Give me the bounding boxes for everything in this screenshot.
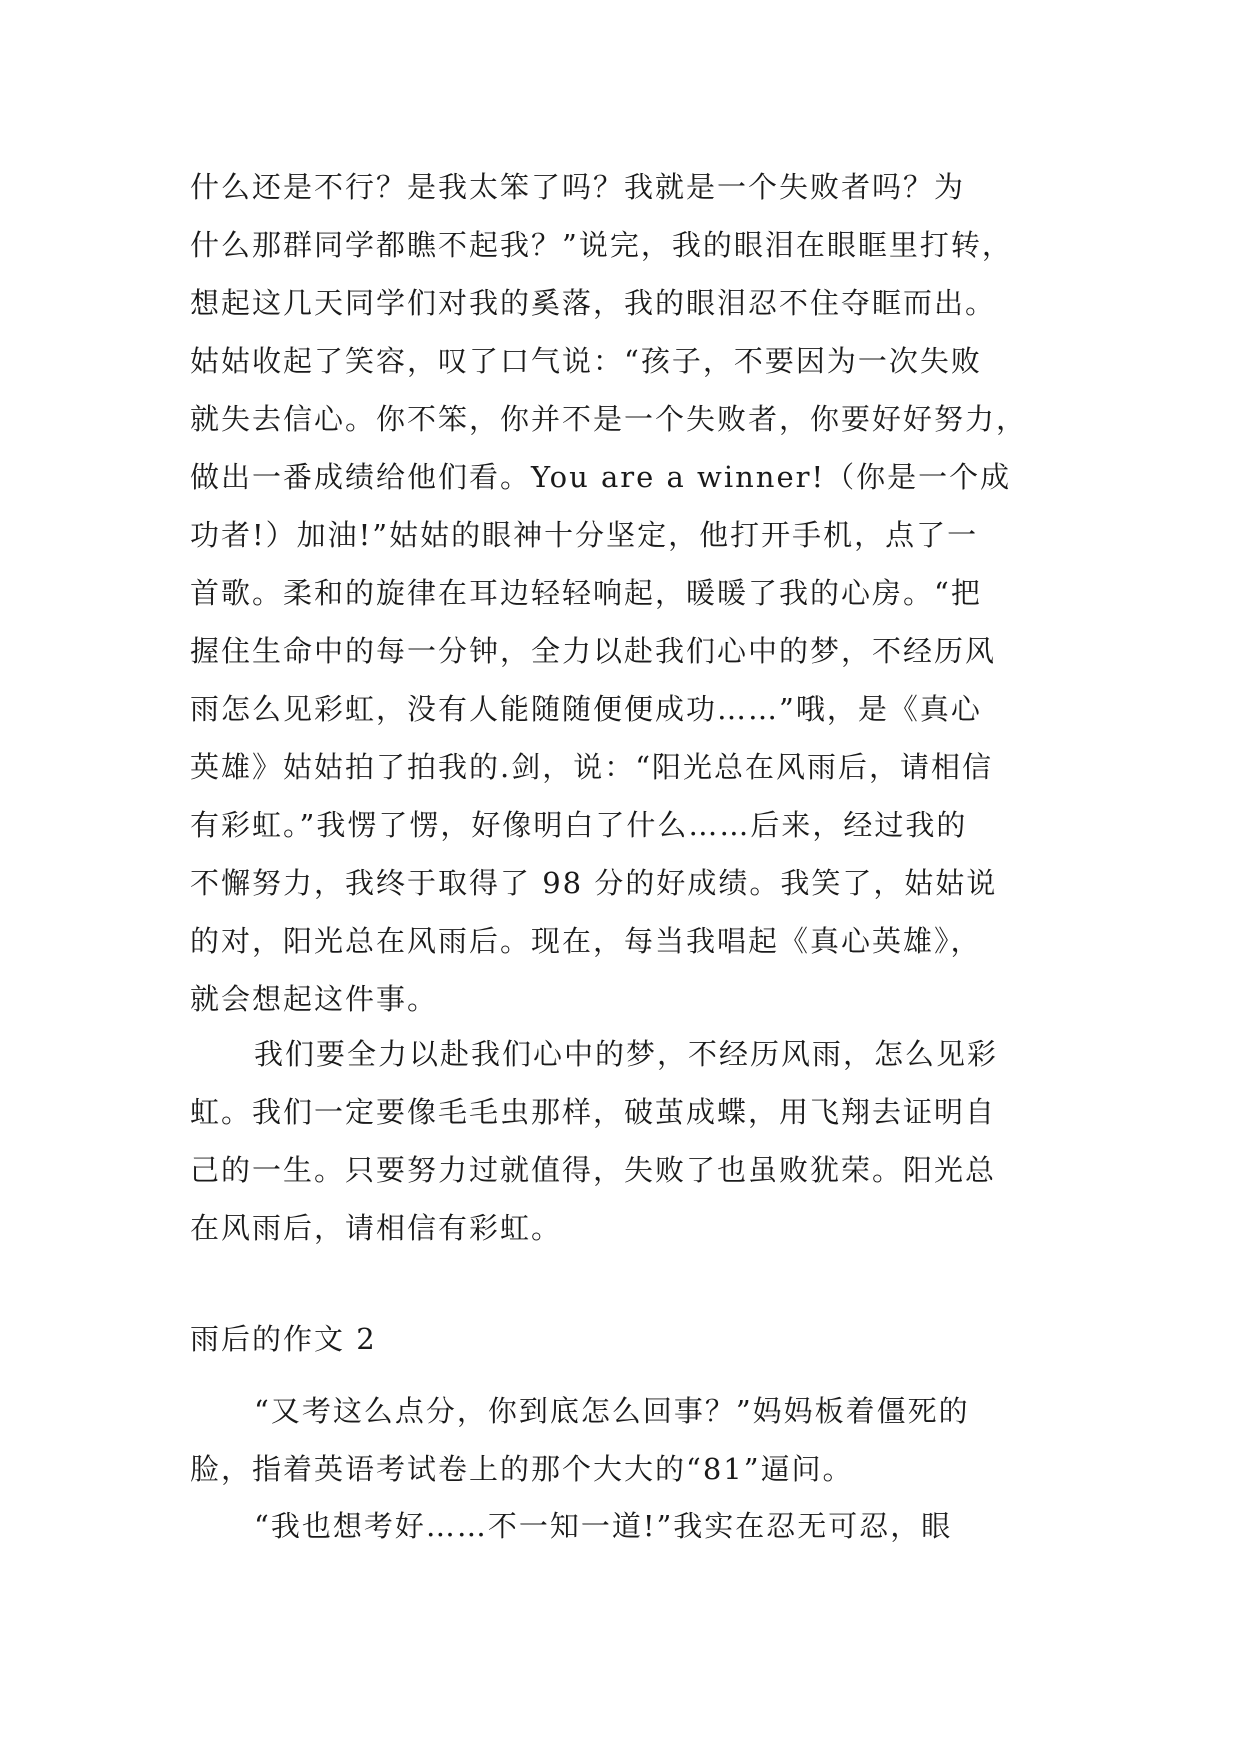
text-line: 英雄》姑姑拍了拍我的.剑，说：“阳光总在风雨后，请相信 (190, 750, 994, 784)
text-line: 姑姑收起了笑容，叹了口气说：“孩子，不要因为一次失败 (190, 344, 982, 378)
paragraph-dialogue-1 (190, 1382, 1070, 1498)
paragraph-conclusion (190, 1025, 1070, 1257)
text-line: 做出一番成绩给他们看。You are a winner!（你是一个成 (190, 460, 1012, 494)
text-line: “我也想考好……不一知一道!”我实在忍无可忍，眼 (254, 1509, 953, 1543)
section-title (190, 1310, 1070, 1368)
text-line: 握住生命中的每一分钟，全力以赴我们心中的梦，不经历风 (190, 634, 997, 668)
paragraph-dialogue-2 (190, 1497, 1070, 1555)
text-line: 什么还是不行？是我太笨了吗？我就是一个失败者吗？为 (190, 170, 966, 204)
text-line: 就失去信心。你不笨，你并不是一个失败者，你要好好努力， (190, 402, 1028, 436)
text-line: 在风雨后，请相信有彩虹。 (190, 1211, 563, 1245)
text-line: 己的一生。只要努力过就值得，失败了也虽败犹荣。阳光总 (190, 1153, 997, 1187)
text-line: 想起这几天同学们对我的奚落，我的眼泪忍不住夺眶而出。 (190, 286, 997, 320)
text-line: 功者!）加油!”姑姑的眼神十分坚定，他打开手机，点了一 (190, 518, 979, 552)
text-line: 我们要全力以赴我们心中的梦，不经历风雨，怎么见彩 (254, 1037, 999, 1071)
text-line: “又考这么点分，你到底怎么回事？”妈妈板着僵死的 (254, 1394, 970, 1428)
text-line: 虹。我们一定要像毛毛虫那样，破茧成蝶，用飞翔去证明自 (190, 1095, 997, 1129)
section-title-text: 雨后的作文 2 (190, 1322, 377, 1356)
text-line: 的对，阳光总在风雨后。现在，每当我唱起《真心英雄》， (190, 924, 982, 958)
text-line: 首歌。柔和的旋律在耳边轻轻响起，暖暖了我的心房。“把 (190, 576, 982, 610)
text-line: 雨怎么见彩虹，没有人能随随便便成功……”哦，是《真心 (190, 692, 982, 726)
text-line: 有彩虹。”我愣了愣，好像明白了什么……后来，经过我的 (190, 808, 968, 842)
text-line: 不懈努力，我终于取得了 98 分的好成绩。我笑了，姑姑说 (190, 866, 998, 900)
paragraph-continued (190, 158, 1070, 1028)
text-line: 什么那群同学都瞧不起我？”说完，我的眼泪在眼眶里打转， (190, 228, 1013, 262)
text-line: 就会想起这件事。 (190, 982, 439, 1016)
text-line: 脸，指着英语考试卷上的那个大大的“81”逼问。 (190, 1452, 854, 1486)
